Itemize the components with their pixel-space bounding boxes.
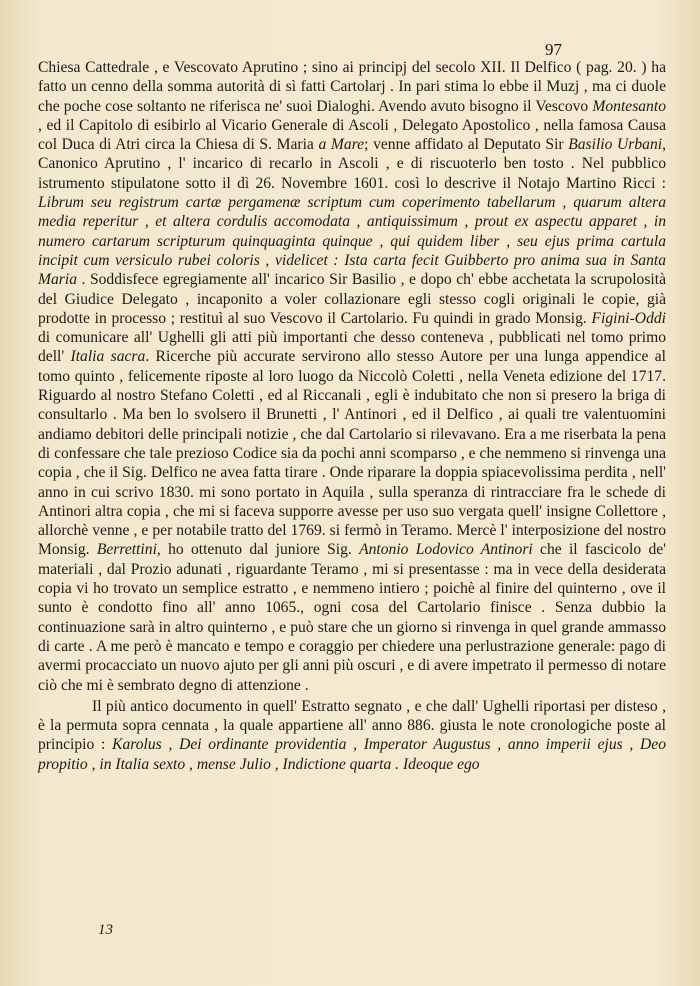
text-run: di comunicare all' Ughelli gli atti più importanti che desso conteneva , pubblicati nel tomo primo dell'	[38, 329, 666, 366]
italic-run: Italia sacra	[70, 348, 146, 366]
italic-run: a Mare	[318, 136, 365, 154]
text-run: . Ricerche più accurate servirono allo stesso Autore per una lunga appendice al tomo quinto , felicemente riposte al loro luogo da Niccolò Coletti , nella Veneta edizione del 1717. Riguardo al nostro Stefano Coletti , ed al Riccanali , egli è indubitato che non si presero la briga di consultarlo . Ma ben lo svolsero il Brunetti , l' Antinori , ed il Delfico , ai quali tre valentuomini andiamo debitori delle principali notizie , che dal Cartolario si rilevavano. Era a me riserbata la pena di confessare che tale prezioso Codice sia da pochi anni scomparso , e che nemmeno si rinvenga una copia , che il Sig. Delfico ne avea fatta tirare . Onde riparare la doppia spiacevolissima perdita , nell' anno in cui scrivo 1830. mi sono portato in Aquila , sulla speranza di rintracciare fra le schede di Antinori altra copia , che mi si faceva supporre avesse per uso suo vergata quell' insigne Collettore , allorchè venne , e per notabile tratto del 1769. si fermò in Teramo. Mercè l' interposizione del nostro Monsig.	[38, 348, 666, 559]
signature-mark: 13	[98, 922, 113, 938]
italic-run: Figini-Oddi	[591, 309, 666, 327]
italic-run: Montesanto	[592, 97, 666, 115]
italic-run: Librum seu registrum cartæ pergamenæ scriptum cum coperimento tabellarum , quarum altera media reperitur , et altera cordulis accomodata , antiquissimum , prout ex aspectu apparet , in numero cartarum scripturum quinquaginta quinque , qui quidem liber , seu ejus prima cartula incipit cum versiculo rubei coloris , videlicet : Ista carta fecit Guibberto pro anima sua in Santa Maria	[38, 194, 666, 289]
text-run: ; venne affidato al Deputato Sir	[364, 136, 569, 154]
text-run: , ho ottenuto dal juniore Sig.	[156, 541, 360, 559]
text-run: che il fascicolo de' materiali , dal Prozio adunati , riguardante Teramo , mi si presentasse : ma in vece della desiderata copia vi ho trovato un semplice estratto , e nemmeno intiero ; poichè al finire del quinterno , ove il sunto è condotto fino all' anno 1065., ogni cosa del Cartolario finisce . Senza dubbio la continuazione sarà in altro quinterno , e può stare che un giorno si rinvenga in quel grande ammasso di carte . A me però è mancato e tempo e coraggio per chiedere una perlustrazione generale: pago di avermi procacciato un nuovo ajuto per gli anni più oscuri , e di avere impetrato il permesso di notare ciò che mi è sembrato degno di attenzione .	[38, 541, 666, 694]
text-run: Il più antico documento in quell' Estratto segnato , e che dall' Ughelli riportasi per disteso , è la permuta sopra cennata , la quale appartiene all' anno 886. giusta le note cronologiche poste al principio :	[38, 697, 666, 754]
paragraph	[38, 697, 666, 774]
text-run: . Soddisfece egregiamente all' incarico Sir Basilio , e dopo ch' ebbe acchetata la scrupolosità del Giudice Delegato , incaponito a voler collazionare egli stesso cogli originali le copie, già prodotte in processo ; restituì al suo Vescovo il Cartolario. Fu quindi in grado Monsig.	[38, 271, 666, 327]
text-run: , ed il Capitolo di esibirlo al Vicario Generale di Ascoli , Delegato Apostolico , nella famosa Causa col Duca di Atri circa la Chiesa di S. Maria	[38, 116, 666, 154]
body-text	[38, 58, 666, 774]
italic-run: Berrettini	[96, 541, 157, 559]
italic-run: Karolus , Dei ordinante providentia , Imperator Augustus , anno imperii ejus , Deo propitio , in Italia sexto , mense Julio , Indictione quarta . Ideoque ego	[38, 736, 666, 773]
text-run: Chiesa Cattedrale , e Vescovato Aprutino ; sino ai principj del secolo XII. Il Delfico ( pag. 20. ) ha fatto un cenno della somma autorità di sì fatti Cartolarj . In pari stima lo ebbe il Muzj , ma ci duole che poche cose soltanto ne riferisca ne' suoi Dialoghi. Avendo avuto bisogno il Vescovo	[38, 59, 666, 115]
italic-run: Basilio Urbani	[568, 136, 663, 154]
text-run: , Canonico Aprutino , l' incarico di recarlo in Ascoli , e di riscuoterlo ben tosto . Nel pubblico istrumento stipulatone sotto il dì 26. Novembre 1601. così lo descrive il Notajo Martino Ricci :	[38, 136, 666, 192]
italic-run: Antonio Lodovico Antinori	[359, 541, 533, 559]
paragraph	[38, 58, 666, 695]
page-number: 97	[545, 40, 562, 59]
